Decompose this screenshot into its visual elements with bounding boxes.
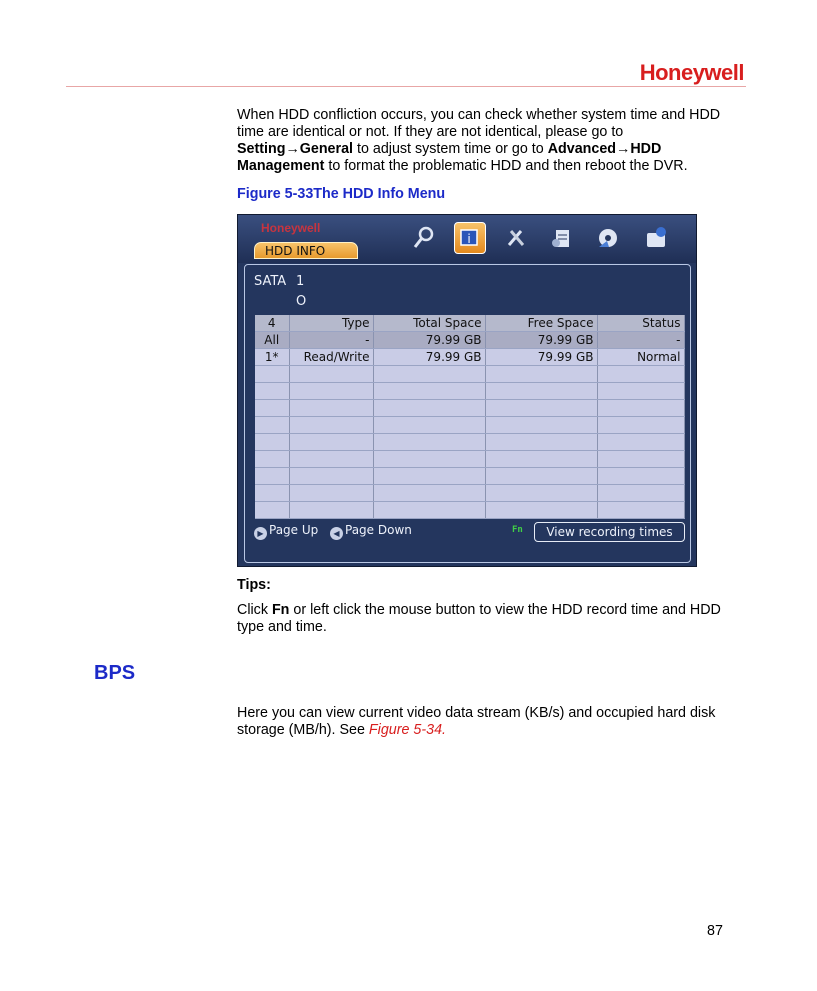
info-icon[interactable] — [454, 222, 486, 254]
page-up-label: Page Up — [269, 523, 319, 537]
column-header-total-space: Total Space — [373, 315, 485, 332]
table-cell: Read/Write — [289, 349, 373, 366]
sata-status-indicator: O — [296, 294, 307, 309]
hdd-table — [255, 315, 685, 519]
table-row-empty — [255, 400, 684, 417]
page-up-button[interactable] — [254, 523, 318, 540]
fn-term: Fn — [271, 602, 290, 618]
sata-label: SATA — [254, 274, 287, 289]
general-term: General — [299, 141, 353, 157]
advanced-term: Advanced — [547, 141, 617, 157]
intro-paragraph — [237, 107, 737, 175]
page-down-label: Page Down — [345, 523, 412, 537]
column-header-status: Status — [597, 315, 684, 332]
table-cell: 79.99 GB — [485, 332, 597, 349]
table-row-empty — [255, 468, 684, 485]
hdd-management-term: HDD Management — [237, 141, 662, 174]
tab-hdd-info[interactable]: HDD INFO — [254, 242, 358, 259]
figure-link[interactable]: Figure 5-34 — [368, 722, 443, 738]
tools-icon[interactable] — [500, 222, 532, 254]
table-row-empty — [255, 366, 684, 383]
tips-paragraph — [237, 602, 737, 636]
page-number: 87 — [707, 923, 723, 939]
table-row-empty — [255, 434, 684, 451]
table-cell: 79.99 GB — [485, 349, 597, 366]
svg-text:i: i — [467, 232, 471, 246]
header-divider — [66, 86, 746, 87]
bps-paragraph — [237, 705, 737, 739]
column-header-count: 4 — [255, 315, 289, 332]
search-icon[interactable] — [408, 222, 440, 254]
table-cell: All — [255, 332, 289, 349]
column-header-free-space: Free Space — [485, 315, 597, 332]
fn-key-indicator: Fn — [512, 525, 523, 535]
intro-text-3: to format the problematic HDD and then reboot the DVR. — [324, 158, 688, 174]
intro-text-1: When HDD confliction occurs, you can check whether system time and HDD time are identical or not. If they are not identical, please go to — [237, 107, 721, 140]
tips-heading: Tips: — [237, 577, 271, 593]
setting-term: Setting — [237, 141, 286, 157]
table-row-empty — [255, 383, 684, 400]
hdd-info-screenshot — [237, 214, 697, 567]
table-cell: - — [289, 332, 373, 349]
backup-icon[interactable] — [592, 222, 624, 254]
shutdown-icon[interactable] — [640, 222, 672, 254]
table-header-row — [255, 315, 684, 332]
table-cell: 79.99 GB — [373, 349, 485, 366]
table-row-empty — [255, 485, 684, 502]
table-row-empty — [255, 417, 684, 434]
table-cell: 1* — [255, 349, 289, 366]
honeywell-logo: Honeywell — [639, 60, 744, 85]
figure-caption: Figure 5-33The HDD Info Menu — [237, 186, 446, 202]
table-row[interactable] — [255, 349, 684, 366]
table-cell: Normal — [597, 349, 684, 366]
bps-text: Here you can view current video data stream (KB/s) and occupied hard disk storage (MB/h). See — [237, 705, 716, 738]
table-cell: - — [597, 332, 684, 349]
page-down-button[interactable] — [330, 523, 412, 540]
intro-text-2: to adjust system time or go to — [353, 141, 548, 157]
page-down-icon: ◀ — [330, 527, 343, 540]
table-row-empty — [255, 502, 684, 519]
sata-number: 1 — [296, 274, 305, 289]
table-row[interactable] — [255, 332, 684, 349]
right-arrow-icon: → — [616, 141, 631, 157]
column-header-type: Type — [289, 315, 373, 332]
table-row-empty — [255, 451, 684, 468]
dvr-brand-logo: Honeywell — [261, 221, 321, 235]
section-heading-bps: BPS — [94, 662, 136, 684]
tips-text-before: Click — [237, 602, 272, 618]
page-up-icon: ▶ — [254, 527, 267, 540]
right-arrow-icon: → — [285, 141, 300, 157]
settings-user-icon[interactable] — [546, 222, 578, 254]
view-recording-times-button[interactable]: View recording times — [534, 522, 685, 542]
bps-text-end: . — [442, 722, 447, 738]
table-cell: 79.99 GB — [373, 332, 485, 349]
tips-text-after: or left click the mouse button to view the HDD record time and HDD type and time. — [237, 602, 721, 635]
